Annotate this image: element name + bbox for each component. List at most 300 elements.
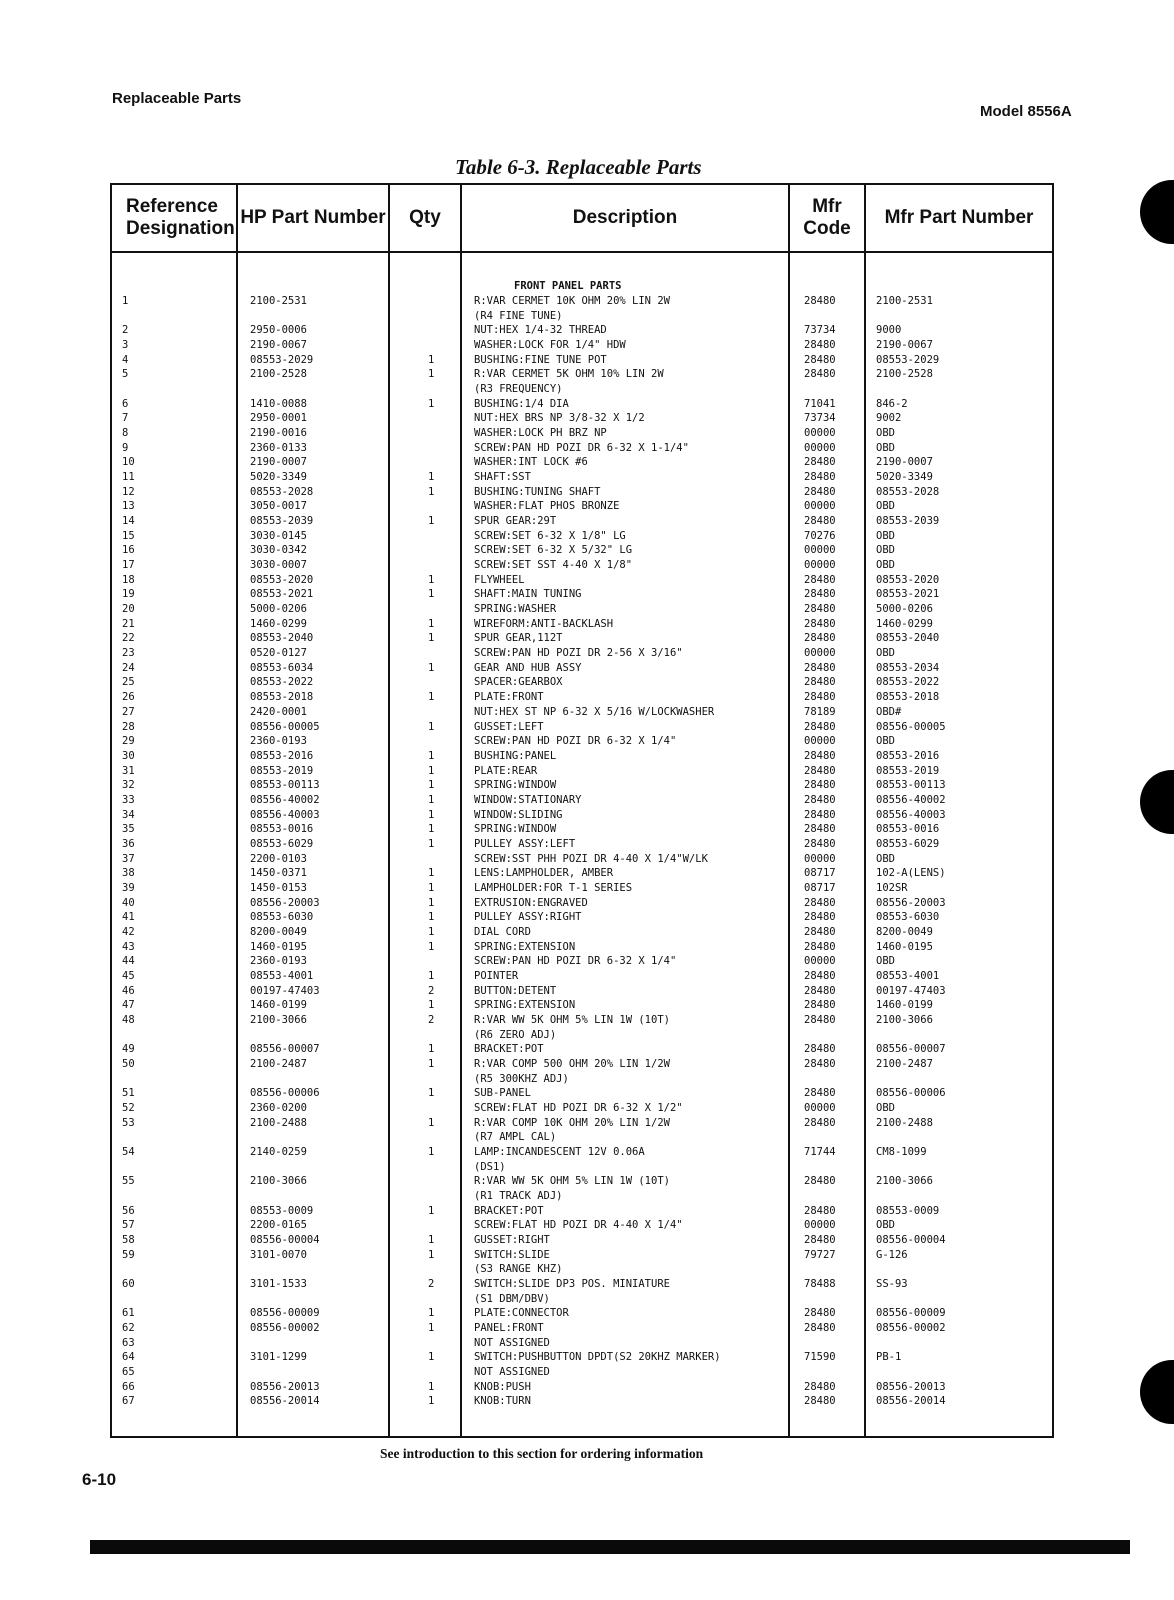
cell-desc: (R1 TRACK ADJ): [474, 1189, 563, 1202]
cell-desc: DIAL CORD: [474, 925, 531, 938]
cell-mfrpn: 08553-2021: [876, 588, 940, 601]
cell-code: 28480: [804, 925, 836, 938]
cell-ref: 21: [122, 617, 135, 630]
cell-mfrpn: OBD: [876, 441, 895, 454]
cell-hp: 2360-0200: [250, 1101, 307, 1114]
cell-mfrpn: 2100-2531: [876, 295, 933, 307]
cell-qty: 1: [428, 999, 435, 1012]
cell-hp: 1460-0195: [250, 940, 307, 953]
cell-desc: LAMP:INCANDESCENT 12V 0.06A: [474, 1145, 645, 1158]
cell-mfrpn: 2190-0007: [876, 456, 933, 469]
cell-qty: 1: [428, 1248, 435, 1261]
cell-desc: NUT:HEX BRS NP 3/8-32 X 1/2: [474, 412, 645, 425]
cell-desc: (DS1): [474, 1160, 506, 1173]
cell-ref: 44: [122, 955, 135, 968]
cell-hp: 5020-3349: [250, 471, 307, 484]
table-row: [112, 324, 1052, 337]
table-row: [112, 1366, 1052, 1379]
cell-ref: 36: [122, 837, 135, 850]
cell-mfrpn: 08553-4001: [876, 969, 940, 982]
cell-mfrpn: 08556-20014: [876, 1395, 946, 1408]
cell-qty: 1: [428, 691, 435, 704]
cell-ref: 40: [122, 896, 135, 909]
cell-ref: 64: [122, 1351, 135, 1364]
cell-ref: 46: [122, 984, 135, 997]
cell-mfrpn: 08553-6030: [876, 911, 940, 924]
cell-code: 79727: [804, 1248, 836, 1261]
cell-hp: 2200-0165: [250, 1219, 307, 1232]
cell-mfrpn: OBD: [876, 544, 895, 557]
cell-hp: 08556-00004: [250, 1233, 320, 1246]
table-row: [112, 354, 1052, 367]
cell-qty: 1: [428, 1380, 435, 1393]
table-row: [112, 1395, 1052, 1408]
table-row: [112, 1234, 1052, 1247]
table-row: [112, 750, 1052, 763]
cell-desc: GUSSET:LEFT: [474, 720, 544, 733]
cell-desc: PANEL:FRONT: [474, 1322, 544, 1334]
cell-ref: 8: [122, 427, 129, 439]
table-caption: Table 6-3. Replaceable Parts: [455, 155, 702, 179]
cell-code: 28480: [804, 1087, 836, 1100]
cell-code: 28480: [804, 339, 836, 351]
cell-code: 28480: [804, 779, 836, 792]
cell-hp: 3030-0342: [250, 544, 307, 557]
cell-desc: KNOB:TURN: [474, 1395, 531, 1408]
table-row: [112, 1102, 1052, 1115]
cell-hp: 8200-0049: [250, 925, 307, 938]
table-row: [112, 779, 1052, 792]
cell-mfrpn: SS-93: [876, 1278, 908, 1290]
cell-code: 00000: [804, 544, 836, 557]
table-row: [112, 1058, 1052, 1071]
cell-hp: 2950-0006: [250, 324, 307, 337]
cell-hp: 3101-1533: [250, 1278, 307, 1290]
cell-hp: 2190-0016: [250, 427, 307, 439]
cell-code: 28480: [804, 837, 836, 850]
parts-table: [110, 183, 1054, 1438]
cell-desc: SUB-PANEL: [474, 1087, 531, 1100]
col-header-mfr-part-number: Mfr Part Number: [884, 207, 1034, 228]
cell-ref: 26: [122, 691, 135, 704]
cell-code: 78488: [804, 1278, 836, 1290]
cell-desc: NOT ASSIGNED: [474, 1366, 550, 1378]
cell-mfrpn: OBD: [876, 647, 895, 660]
cell-ref: 37: [122, 852, 135, 865]
cell-desc: SCREW:FLAT HD POZI DR 6-32 X 1/2": [474, 1101, 683, 1114]
cell-ref: 2: [122, 324, 129, 337]
cell-hp: 08553-4001: [250, 969, 314, 982]
cell-qty: 1: [428, 1395, 435, 1408]
table-row: [112, 1146, 1052, 1159]
cell-desc: SPUR GEAR,112T: [474, 632, 563, 645]
cell-hp: 3101-0070: [250, 1248, 307, 1261]
cell-desc: (R6 ZERO ADJ): [474, 1028, 557, 1041]
cell-code: 28480: [804, 515, 836, 528]
cell-code: 28480: [804, 808, 836, 821]
cell-hp: 1450-0153: [250, 881, 307, 894]
cell-desc: NUT:HEX 1/4-32 THREAD: [474, 324, 607, 337]
cell-ref: 49: [122, 1043, 135, 1056]
cell-qty: 1: [428, 368, 435, 381]
cell-mfrpn: 1460-0195: [876, 940, 933, 953]
cell-ref: 39: [122, 881, 135, 894]
cell-mfrpn: 08553-6029: [876, 837, 940, 850]
table-row: [112, 486, 1052, 499]
cell-hp: 1450-0371: [250, 867, 307, 880]
table-row: [112, 1073, 1052, 1086]
section-header: Replaceable Parts: [112, 90, 242, 107]
cell-code: 00000: [804, 500, 836, 513]
table-row: [112, 559, 1052, 572]
table-row: [112, 1029, 1052, 1042]
table-row: [112, 662, 1052, 675]
cell-hp: 08556-40002: [250, 793, 320, 806]
table-row: [112, 911, 1052, 924]
cell-mfrpn: 1460-0199: [876, 999, 933, 1012]
table-row: [112, 999, 1052, 1012]
cell-mfrpn: 9000: [876, 324, 902, 337]
cell-code: 71590: [804, 1351, 836, 1364]
cell-hp: 2200-0103: [250, 852, 307, 865]
cell-hp: 08553-2040: [250, 632, 314, 645]
cell-desc: WIREFORM:ANTI-BACKLASH: [474, 617, 614, 630]
cell-ref: 63: [122, 1336, 135, 1349]
cell-mfrpn: 00197-47403: [876, 984, 946, 997]
cell-ref: 66: [122, 1380, 135, 1393]
cell-desc: SPACER:GEARBOX: [474, 676, 563, 689]
cell-hp: 2100-3066: [250, 1175, 307, 1188]
cell-qty: 1: [428, 911, 435, 924]
cell-desc: FLYWHEEL: [474, 573, 525, 586]
cell-ref: 10: [122, 456, 135, 469]
cell-code: 28480: [804, 471, 836, 484]
cell-qty: 2: [428, 984, 435, 997]
table-row: [112, 735, 1052, 748]
cell-hp: 08553-2019: [250, 764, 314, 777]
cell-mfrpn: 08556-20003: [876, 896, 946, 909]
col-header-hp-part-number: HP Part Number: [240, 207, 386, 228]
col-header-qty: Qty: [409, 207, 441, 228]
cell-qty: 1: [428, 940, 435, 953]
cell-mfrpn: 8200-0049: [876, 925, 933, 938]
table-row: [112, 398, 1052, 411]
table-row: [112, 721, 1052, 734]
table-row: [112, 310, 1052, 323]
table-row: [112, 1175, 1052, 1188]
cell-hp: 08553-2028: [250, 485, 314, 498]
cell-desc: SWITCH:SLIDE: [474, 1248, 550, 1261]
table-row: [112, 809, 1052, 822]
cell-code: 28480: [804, 1322, 836, 1334]
cell-code: 28480: [804, 969, 836, 982]
cell-ref: 54: [122, 1145, 135, 1158]
cell-mfrpn: 846-2: [876, 397, 908, 410]
cell-desc: BRACKET:POT: [474, 1043, 544, 1056]
cell-mfrpn: 102-A(LENS): [876, 867, 946, 880]
cell-code: 28480: [804, 456, 836, 469]
header-rule: [112, 251, 1052, 253]
table-row: [112, 383, 1052, 396]
table-row: [112, 1293, 1052, 1306]
binder-hole: [1140, 180, 1174, 244]
cell-ref: 41: [122, 911, 135, 924]
cell-code: 28480: [804, 940, 836, 953]
cell-code: 08717: [804, 881, 836, 894]
cell-hp: 08553-6034: [250, 661, 314, 674]
cell-code: 28480: [804, 588, 836, 601]
cell-mfrpn: 08553-2040: [876, 632, 940, 645]
cell-ref: 58: [122, 1233, 135, 1246]
cell-mfrpn: 2100-2528: [876, 368, 933, 381]
cell-qty: 1: [428, 1057, 435, 1070]
cell-code: 00000: [804, 955, 836, 968]
cell-mfrpn: 08553-2020: [876, 573, 940, 586]
cell-hp: 08556-00005: [250, 720, 320, 733]
cell-desc: SCREW:SET 6-32 X 1/8" LG: [474, 529, 626, 542]
cell-desc: SCREW:SET SST 4-40 X 1/8": [474, 559, 633, 572]
cell-code: 00000: [804, 852, 836, 865]
cell-mfrpn: OBD: [876, 735, 895, 748]
binder-hole: [1140, 770, 1174, 834]
cell-mfrpn: 2190-0067: [876, 339, 933, 351]
cell-code: 28480: [804, 1380, 836, 1393]
cell-ref: 65: [122, 1366, 135, 1378]
cell-ref: 31: [122, 764, 135, 777]
table-row: [112, 1307, 1052, 1320]
cell-desc: SPUR GEAR:29T: [474, 515, 557, 528]
cell-desc: SCREW:PAN HD POZI DR 2-56 X 3/16": [474, 647, 683, 660]
cell-code: 28480: [804, 676, 836, 689]
cell-ref: 29: [122, 735, 135, 748]
cell-hp: 2190-0067: [250, 339, 307, 351]
cell-ref: 28: [122, 720, 135, 733]
binder-hole: [1140, 1360, 1174, 1424]
cell-desc: WASHER:FLAT PHOS BRONZE: [474, 500, 620, 513]
cell-desc: PULLEY ASSY:RIGHT: [474, 911, 582, 924]
cell-code: 73734: [804, 412, 836, 425]
cell-mfrpn: 08553-2028: [876, 485, 940, 498]
cell-ref: 20: [122, 603, 135, 616]
cell-code: 28480: [804, 1013, 836, 1026]
cell-ref: 56: [122, 1204, 135, 1217]
cell-mfrpn: OBD: [876, 852, 895, 865]
cell-desc: POINTER: [474, 969, 519, 982]
cell-ref: 11: [122, 471, 135, 484]
table-row: [112, 1161, 1052, 1174]
cell-desc: WINDOW:SLIDING: [474, 808, 563, 821]
cell-ref: 34: [122, 808, 135, 821]
cell-hp: 2100-3066: [250, 1013, 307, 1026]
cell-qty: 1: [428, 720, 435, 733]
cell-ref: 33: [122, 793, 135, 806]
cell-desc: LAMPHOLDER:FOR T-1 SERIES: [474, 881, 633, 894]
page-number: 6-10: [82, 1470, 117, 1489]
table-row: [112, 500, 1052, 513]
cell-mfrpn: 08553-2029: [876, 353, 940, 366]
cell-ref: 5: [122, 368, 129, 381]
cell-desc: SPRING:EXTENSION: [474, 999, 576, 1012]
table-row: [112, 1322, 1052, 1335]
cell-mfrpn: 08556-00009: [876, 1307, 946, 1320]
cell-desc: SPRING:WASHER: [474, 603, 557, 616]
table-row: [112, 515, 1052, 528]
cell-mfrpn: 08556-20013: [876, 1380, 946, 1393]
cell-mfrpn: 5020-3349: [876, 471, 933, 484]
cell-desc: SPRING:WINDOW: [474, 823, 557, 836]
table-row: [112, 1263, 1052, 1276]
cell-desc: SCREW:PAN HD POZI DR 6-32 X 1-1/4": [474, 441, 689, 454]
cell-desc: PULLEY ASSY:LEFT: [474, 837, 576, 850]
cell-hp: 08553-2020: [250, 573, 314, 586]
cell-code: 28480: [804, 632, 836, 645]
cell-ref: 16: [122, 544, 135, 557]
cell-mfrpn: 08556-00002: [876, 1322, 946, 1334]
cell-ref: 50: [122, 1057, 135, 1070]
cell-mfrpn: 102SR: [876, 881, 908, 894]
cell-ref: 17: [122, 559, 135, 572]
cell-desc: (S3 RANGE KHZ): [474, 1263, 563, 1276]
cell-code: 00000: [804, 735, 836, 748]
cell-qty: 1: [428, 1233, 435, 1246]
cell-ref: 19: [122, 588, 135, 601]
cell-code: 28480: [804, 691, 836, 704]
cell-code: 28480: [804, 1204, 836, 1217]
cell-qty: 1: [428, 749, 435, 762]
cell-mfrpn: 08556-00006: [876, 1087, 946, 1100]
cell-code: 28480: [804, 485, 836, 498]
cell-mfrpn: OBD: [876, 955, 895, 968]
table-row: [112, 955, 1052, 968]
cell-code: 28480: [804, 984, 836, 997]
cell-code: 28480: [804, 911, 836, 924]
table-row: [112, 1131, 1052, 1144]
cell-qty: 1: [428, 1204, 435, 1217]
cell-mfrpn: 08553-2018: [876, 691, 940, 704]
cell-qty: 1: [428, 867, 435, 880]
cell-mfrpn: OBD#: [876, 705, 902, 718]
cell-mfrpn: OBD: [876, 529, 895, 542]
cell-hp: 08553-2039: [250, 515, 314, 528]
cell-hp: 2100-2528: [250, 368, 307, 381]
cell-qty: 2: [428, 1278, 435, 1290]
table-row: [112, 427, 1052, 440]
table-row: [112, 970, 1052, 983]
cell-mfrpn: PB-1: [876, 1351, 902, 1364]
cell-ref: 25: [122, 676, 135, 689]
table-row: [112, 1205, 1052, 1218]
cell-desc: WASHER:LOCK FOR 1/4" HDW: [474, 339, 626, 351]
cell-ref: 60: [122, 1278, 135, 1290]
cell-ref: 32: [122, 779, 135, 792]
table-row: [112, 765, 1052, 778]
cell-ref: 14: [122, 515, 135, 528]
cell-mfrpn: 08553-2039: [876, 515, 940, 528]
cell-desc: WASHER:LOCK PH BRZ NP: [474, 427, 607, 439]
cell-ref: 13: [122, 500, 135, 513]
cell-mfrpn: 2100-2488: [876, 1116, 933, 1129]
cell-code: 00000: [804, 441, 836, 454]
cell-code: 28480: [804, 1395, 836, 1408]
cell-hp: 2360-0193: [250, 735, 307, 748]
table-row: [112, 1014, 1052, 1027]
table-row: [112, 1249, 1052, 1262]
cell-hp: 3101-1299: [250, 1351, 307, 1364]
cell-code: 00000: [804, 1101, 836, 1114]
table-row: [112, 676, 1052, 689]
table-row: [112, 691, 1052, 704]
cell-qty: 1: [428, 793, 435, 806]
cell-ref: 61: [122, 1307, 135, 1320]
cell-ref: 30: [122, 749, 135, 762]
cell-mfrpn: OBD: [876, 559, 895, 572]
cell-desc: WASHER:INT LOCK #6: [474, 456, 588, 469]
cell-desc: R:VAR COMP 500 OHM 20% LIN 1/2W: [474, 1057, 670, 1070]
model-header: Model 8556A: [980, 103, 1072, 120]
cell-code: 00000: [804, 559, 836, 572]
table-row: [112, 1351, 1052, 1364]
cell-code: 28480: [804, 1043, 836, 1056]
cell-hp: 08553-0016: [250, 823, 314, 836]
cell-code: 00000: [804, 647, 836, 660]
cell-desc: EXTRUSION:ENGRAVED: [474, 896, 588, 909]
cell-qty: 1: [428, 471, 435, 484]
cell-code: 28480: [804, 764, 836, 777]
cell-hp: 2950-0001: [250, 412, 307, 425]
cell-hp: 08553-6029: [250, 837, 314, 850]
table-row: [112, 897, 1052, 910]
table-row: [112, 1278, 1052, 1291]
cell-desc: PLATE:REAR: [474, 764, 538, 777]
cell-qty: 1: [428, 515, 435, 528]
cell-hp: 08556-00009: [250, 1307, 320, 1320]
cell-hp: 08553-6030: [250, 911, 314, 924]
cell-hp: 5000-0206: [250, 603, 307, 616]
cell-mfrpn: 08553-2034: [876, 661, 940, 674]
cell-code: 00000: [804, 1219, 836, 1232]
cell-mfrpn: 08556-00005: [876, 720, 946, 733]
cell-ref: 38: [122, 867, 135, 880]
cell-hp: 08556-40003: [250, 808, 320, 821]
cell-ref: 35: [122, 823, 135, 836]
cell-code: 28480: [804, 1057, 836, 1070]
table-row: [112, 339, 1052, 352]
cell-desc: R:VAR CERMET 10K OHM 20% LIN 2W: [474, 295, 670, 307]
cell-ref: 59: [122, 1248, 135, 1261]
cell-qty: 1: [428, 573, 435, 586]
cell-desc: SCREW:FLAT HD POZI DR 4-40 X 1/4": [474, 1219, 683, 1232]
cell-hp: 3030-0007: [250, 559, 307, 572]
cell-code: 28480: [804, 793, 836, 806]
cell-desc: SWITCH:SLIDE DP3 POS. MINIATURE: [474, 1278, 670, 1290]
cell-ref: 57: [122, 1219, 135, 1232]
cell-desc: SCREW:PAN HD POZI DR 6-32 X 1/4": [474, 955, 677, 968]
cell-hp: 1410-0088: [250, 397, 307, 410]
cell-qty: 1: [428, 1307, 435, 1320]
cell-hp: 2100-2488: [250, 1116, 307, 1129]
cell-ref: 4: [122, 353, 129, 366]
cell-hp: 2100-2531: [250, 295, 307, 307]
cell-ref: 62: [122, 1322, 135, 1334]
cell-qty: 1: [428, 881, 435, 894]
cell-mfrpn: 08553-2016: [876, 749, 940, 762]
table-row: [112, 1117, 1052, 1130]
cell-ref: 12: [122, 485, 135, 498]
cell-desc: R:VAR COMP 10K OHM 20% LIN 1/2W: [474, 1116, 670, 1129]
table-row: [112, 588, 1052, 601]
cell-mfrpn: 08556-40002: [876, 793, 946, 806]
table-row: [112, 926, 1052, 939]
